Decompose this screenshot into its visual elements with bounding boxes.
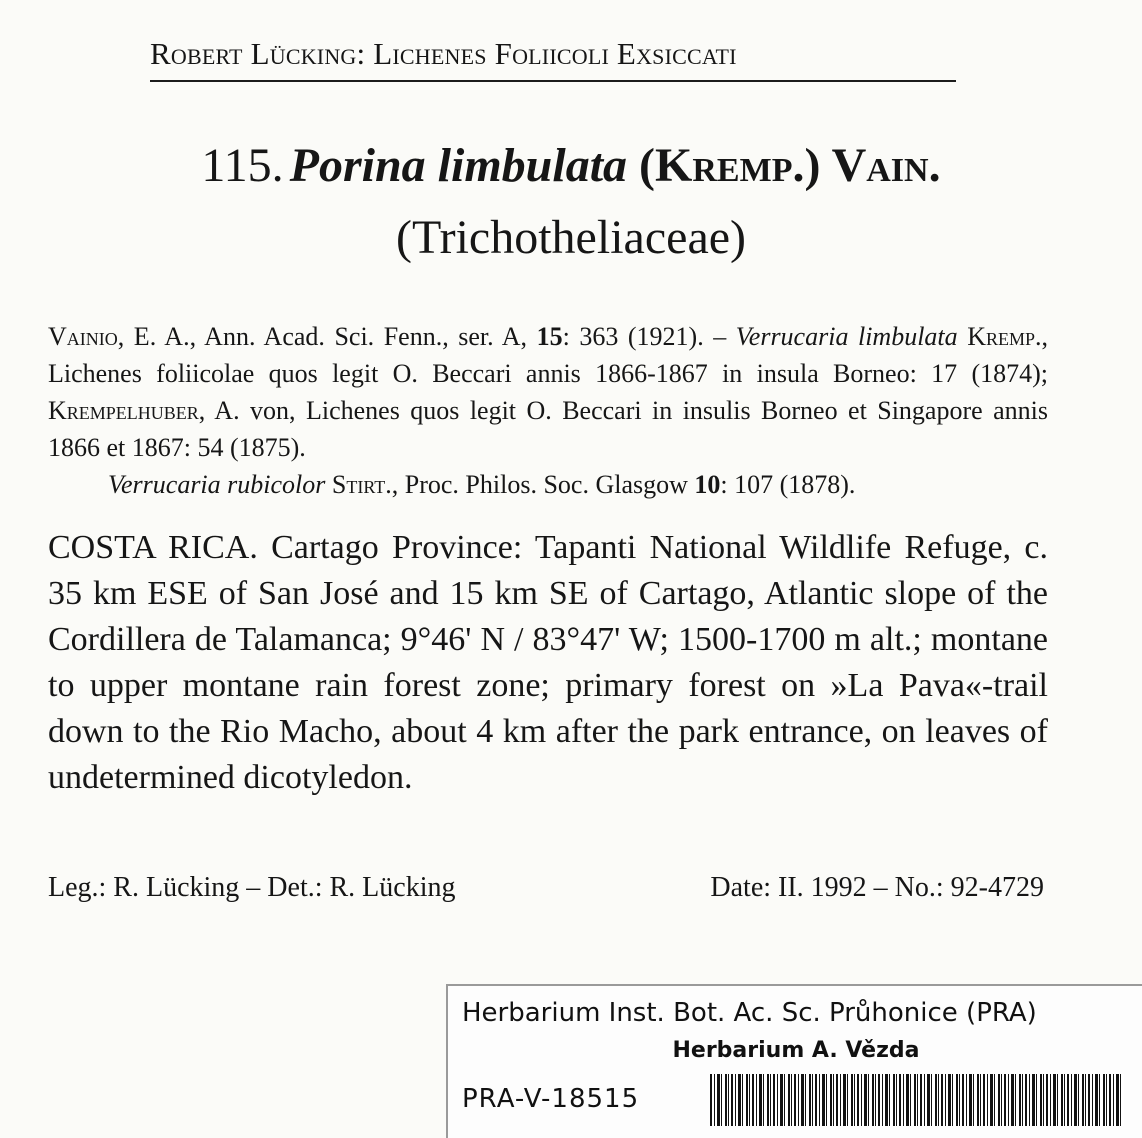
barcode — [710, 1074, 1124, 1126]
reference-pages: : 107 (1878). — [720, 470, 856, 499]
reference-author: Vainio — [48, 322, 118, 351]
reference-text: , E. A., Ann. Acad. Sci. Fenn., ser. A, — [117, 322, 537, 351]
reference-paragraph — [48, 318, 1048, 466]
specimen-id: PRA-V-18515 — [462, 1084, 640, 1114]
collector-line: Leg.: R. Lücking – Det.: R. Lücking — [48, 872, 456, 903]
species-authority: (Kremp.) Vain. — [639, 139, 941, 192]
reference-pages: : 363 (1921). – — [562, 322, 736, 351]
synonym-author: Kremp. — [957, 322, 1042, 351]
reference-text: , Lichenes foliicolae quos legit O. Beccari annis 1866-1867 in insula Borneo: 17 (1874); — [48, 322, 1048, 388]
synonym-paragraph — [48, 466, 1048, 503]
herbarium-collection: Herbarium A. Vězda — [672, 1038, 920, 1063]
synonym-author: Stirt. — [325, 470, 392, 499]
references-block — [48, 318, 1048, 503]
reference-text: , A. von, Lichenes quos legit O. Beccari in insulis Borneo et Singapore annis 1866 et 1867: 54 (1875). — [48, 396, 1048, 462]
date-number-line: Date: II. 1992 – No.: 92-4729 — [710, 872, 1044, 903]
series-title: Robert Lücking: Lichenes Foliicoli Exsiccati — [150, 34, 956, 82]
synonym-name: Verrucaria rubicolor — [108, 470, 326, 499]
species-heading — [0, 138, 1142, 194]
family-name: (Trichotheliaceae) — [395, 211, 747, 264]
reference-volume: 15 — [536, 322, 563, 351]
herbarium-sticker — [446, 984, 1142, 1138]
synonym-name: Verrucaria limbulata — [735, 322, 958, 351]
herbarium-institution: Herbarium Inst. Bot. Ac. Sc. Průhonice (PRA) — [462, 998, 1037, 1028]
reference-author: Krempelhuber — [48, 396, 199, 425]
exsiccata-number: 115. — [201, 139, 284, 192]
reference-volume: 10 — [694, 470, 721, 499]
species-name: Porina limbulata — [289, 139, 628, 192]
reference-text: , Proc. Philos. Soc. Glasgow — [391, 470, 695, 499]
locality-description: COSTA RICA. Cartago Province: Tapanti National Wildlife Refuge, c. 35 km ESE of San José and 15 km SE of Cartago, Atlantic slope of the Cordillera de Talamanca; 9°46' N / 83°47' W; 1500-1700 m alt.; montane to upper montane rain forest zone; primary forest on »La Pava«-trail down to the Rio Macho, about 4 km after the park entrance, on leaves of undetermined dicotyledon. — [48, 529, 1048, 796]
